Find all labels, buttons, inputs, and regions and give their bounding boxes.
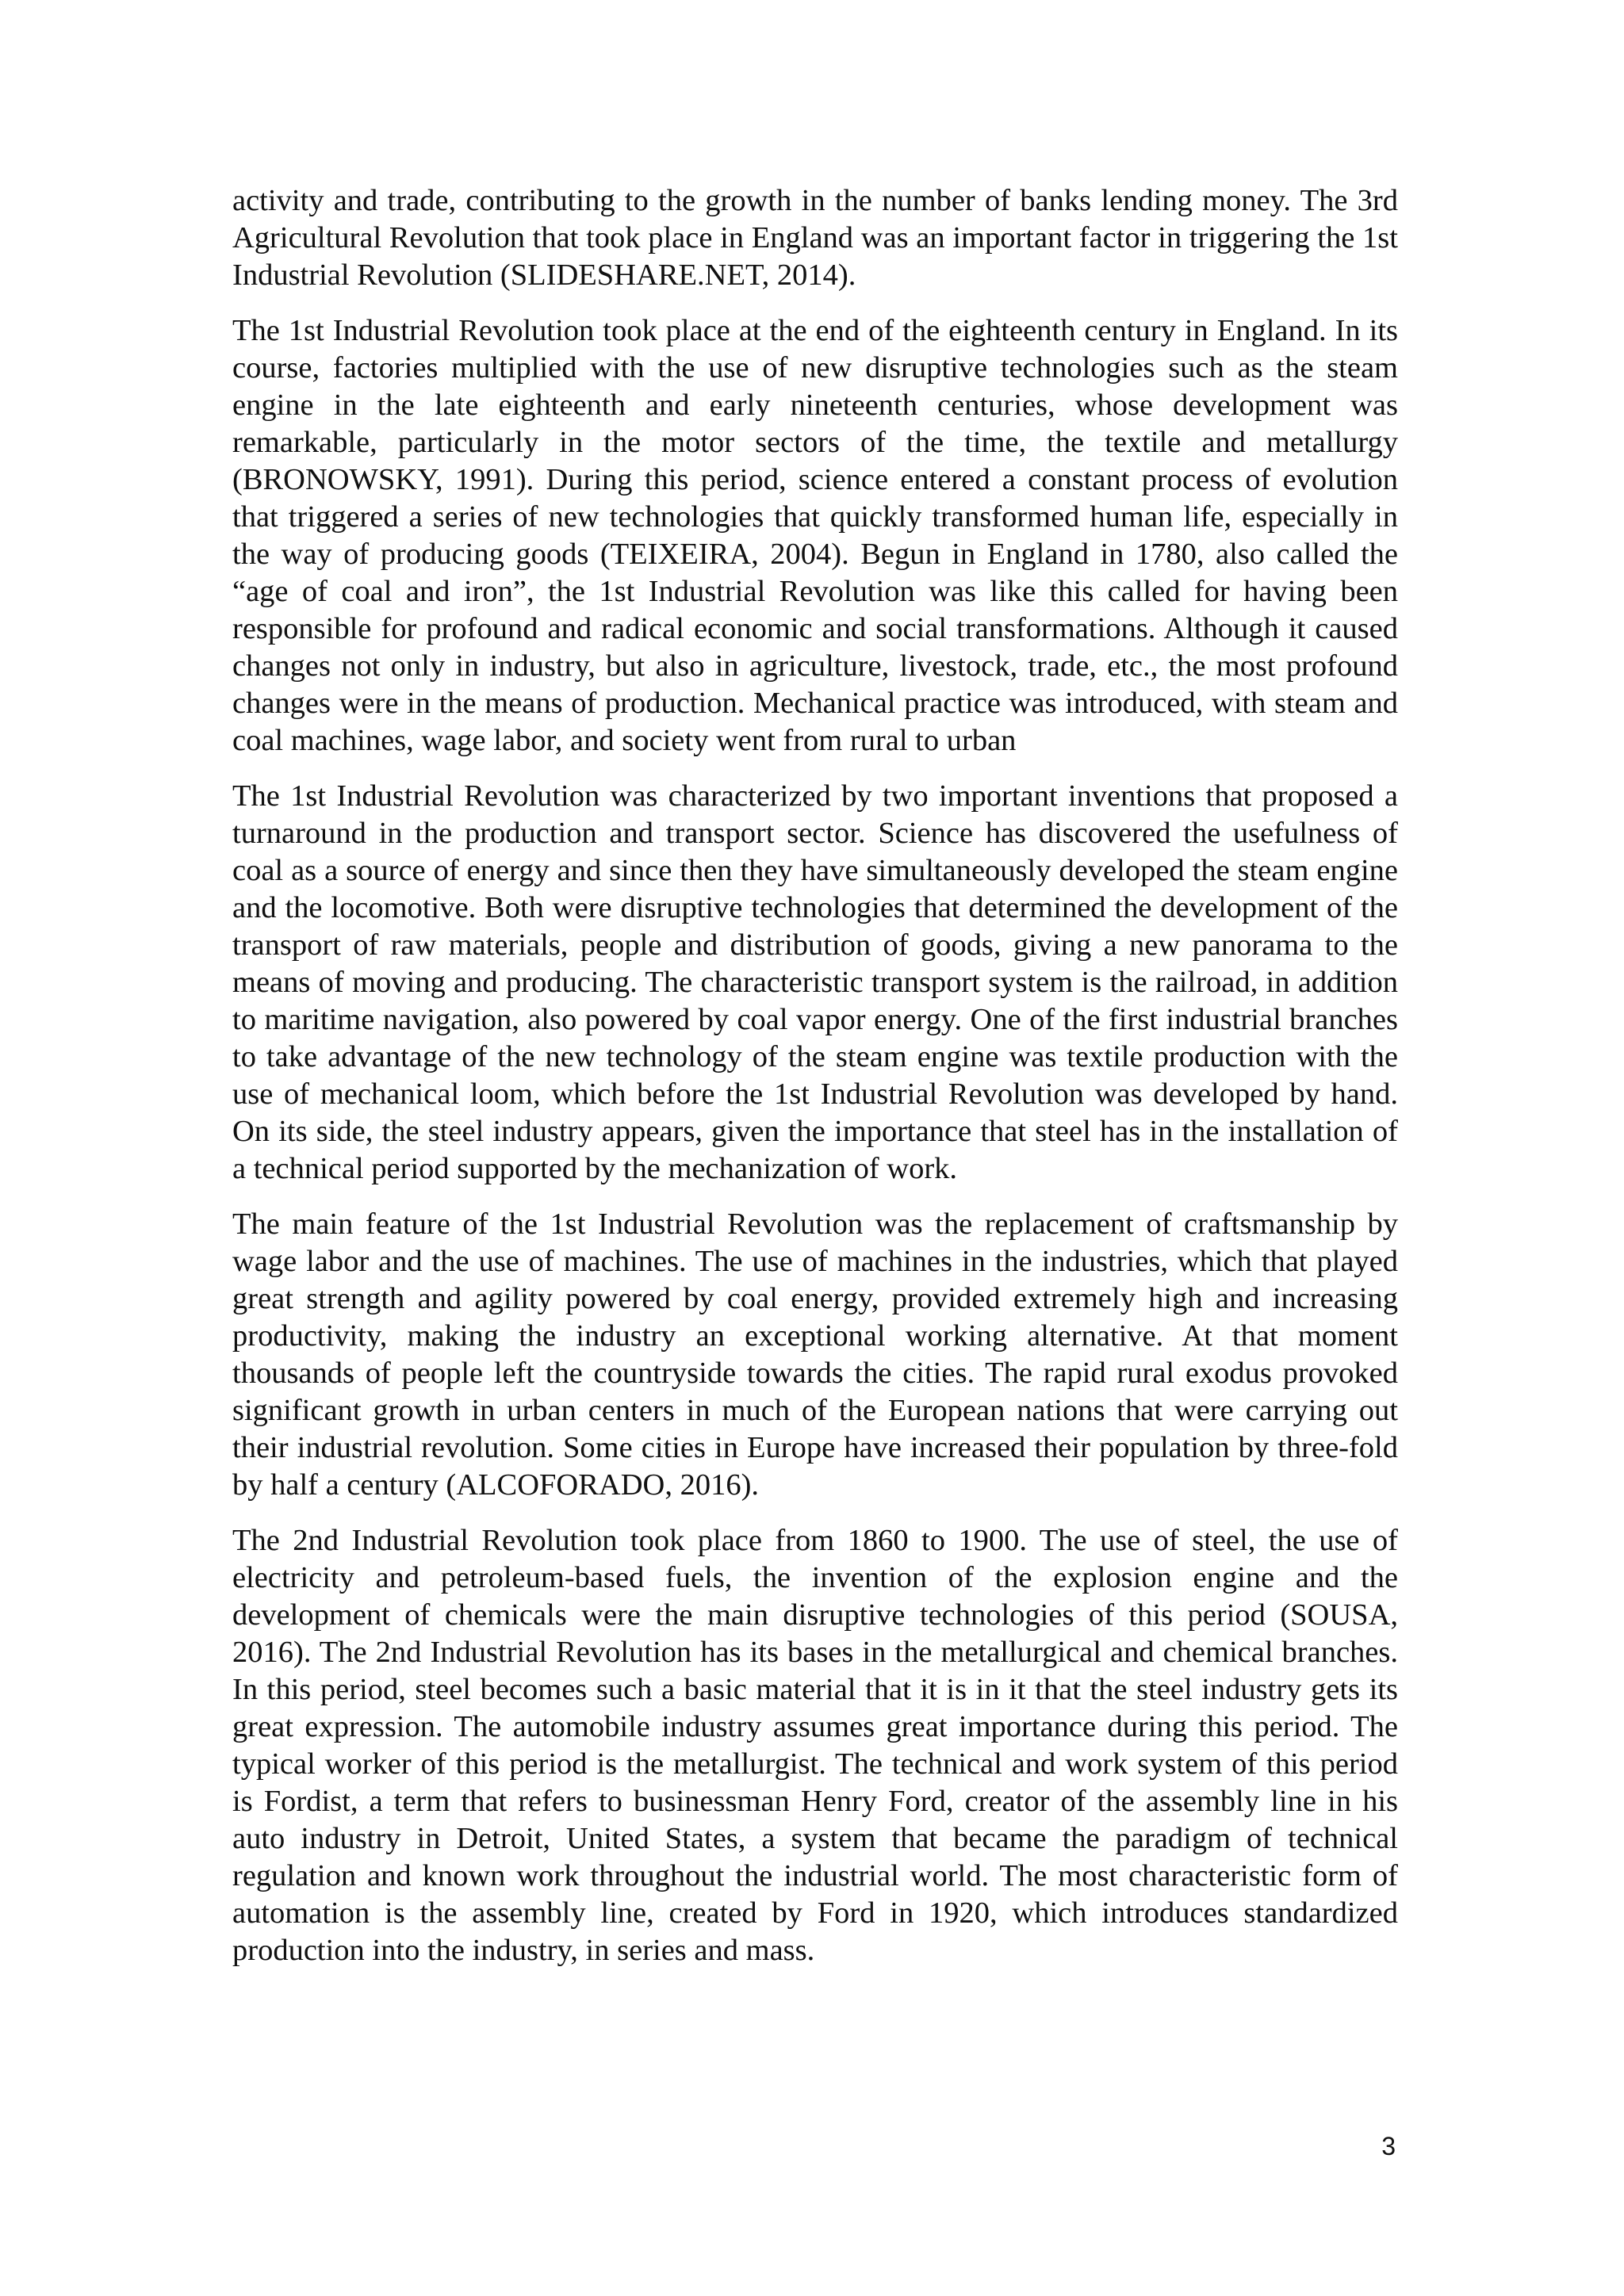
paragraph-second-industrial-revolution: The 2nd Industrial Revolution took place from 1860 to 1900. The use of steel, the use of electricity and petroleum-based fuels, the invention of the explosion engine and the development of chemicals were the main disruptive technologies of this period (SOUSA, 2016). The 2nd Industrial Revolution has its bases in the metallurgical and chemical branches. In this period, steel becomes such a basic material that it is in it that the steel industry gets its great expression. The automobile industry assumes great importance during this period. The typical worker of this period is the metallurgist. The technical and work system of this period is Fordist, a term that refers to businessman Henry Ford, creator of the assembly line in his auto industry in Detroit, United States, a system that became the paradigm of technical regulation and known work throughout the industrial world. The most characteristic form of automation is the assembly line, created by Ford in 1920, which introduces standardized production into the industry, in series and mass. <box>232 1524 1398 1967</box>
paragraph-inventions: The 1st Industrial Revolution was characterized by two important inventions that proposed a turnaround in the production and transport sector. Science has discovered the usefulness of coal as a source of energy and since then they have simultaneously developed the steam engine and the locomotive. Both were disruptive technologies that determined the development of the transport of raw materials, people and distribution of goods, giving a new panorama to the means of moving and producing. The characteristic transport system is the railroad, in addition to maritime navigation, also powered by coal vapor energy. One of the first industrial branches to take advantage of the new technology of the steam engine was textile production with the use of mechanical loom, which before the 1st Industrial Revolution was developed by hand. On its side, the steel industry appears, given the importance that steel has in the installation of a technical period supported by the mechanization of work. <box>232 779 1398 1185</box>
paragraph-agricultural-revolution: activity and trade, contributing to the growth in the number of banks lending money. The 3rd Agricultural Revolution that took place in England was an important factor in triggering the 1st Industrial Revolution (SLIDESHARE.NET, 2014). <box>232 184 1398 292</box>
paragraph-wage-labor: The main feature of the 1st Industrial Revolution was the replacement of craftsmanship by wage labor and the use of machines. The use of machines in the industries, which that played great strength and agility powered by coal energy, provided extremely high and increasing productivity, making the industry an exceptional working alternative. At that moment thousands of people left the countryside towards the cities. The rapid rural exodus provoked significant growth in urban centers in much of the European nations that were carrying out their industrial revolution. Some cities in Europe have increased their population by three-fold by half a century (ALCOFORADO, 2016). <box>232 1207 1398 1502</box>
body-text <box>232 182 1398 1988</box>
paragraph-first-industrial-revolution: The 1st Industrial Revolution took place at the end of the eighteenth century in England. In its course, factories multiplied with the use of new disruptive technologies such as the steam engine in the late eighteenth and early nineteenth centuries, whose development was remarkable, particularly in the motor sectors of the time, the textile and metallurgy (BRONOWSKY, 1991). During this period, science entered a constant process of evolution that triggered a series of new technologies that quickly transformed human life, especially in the way of producing goods (TEIXEIRA, 2004). Begun in England in 1780, also called the “age of coal and iron”, the 1st Industrial Revolution was like this called for having been responsible for profound and radical economic and social transformations. Although it caused changes not only in industry, but also in agriculture, livestock, trade, etc., the most profound changes were in the means of production. Mechanical practice was introduced, with steam and coal machines, wage labor, and society went from rural to urban <box>232 314 1398 757</box>
page-number: 3 <box>1381 2132 1396 2160</box>
